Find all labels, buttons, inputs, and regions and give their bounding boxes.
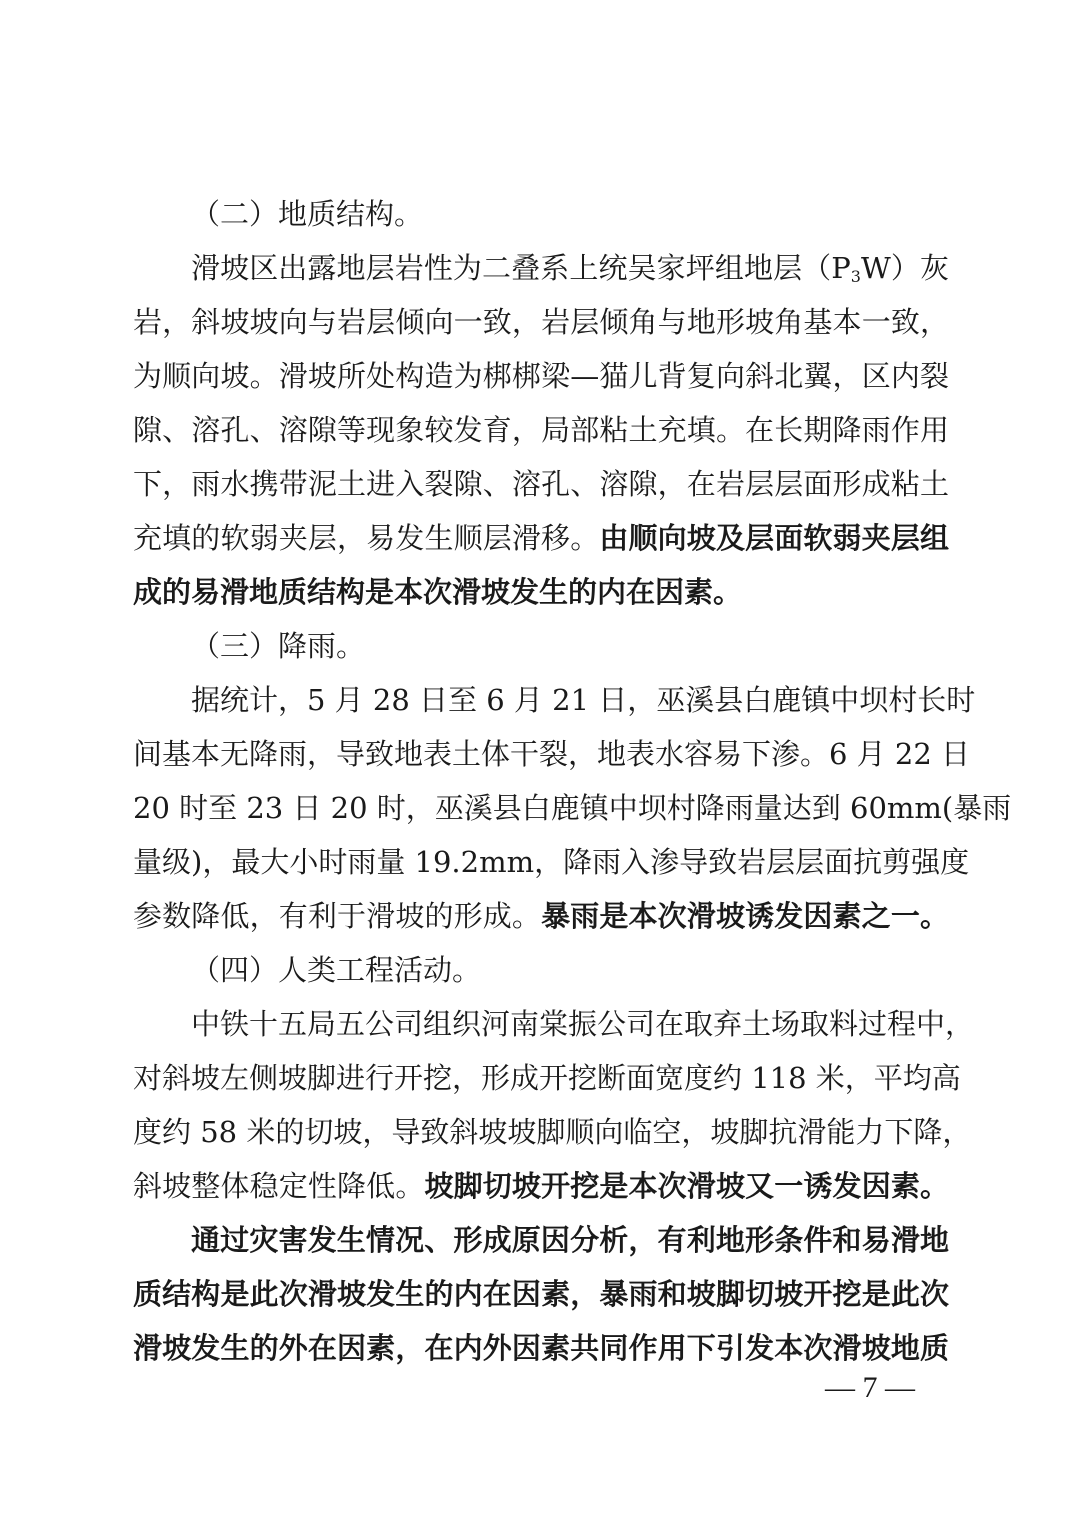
rain-line-5-text: 参数降低，有利于滑坡的形成。 [133, 899, 542, 933]
geology-conclusion-start: 由顺向坡及层面软弱夹层组 [599, 521, 949, 555]
human-line-4 [133, 1159, 949, 1213]
conclusion-line-3: 滑坡发生的外在因素，在内外因素共同作用下引发本次滑坡地质 [133, 1331, 949, 1365]
human-line-4-text: 斜坡整体稳定性降低。 [133, 1169, 425, 1203]
rain-line-4: 量级)，最大小时雨量 19.2mm，降雨入渗导致岩层层面抗剪强度 [133, 845, 970, 879]
rain-line-3: 20 时至 23 日 20 时，巫溪县白鹿镇中坝村降雨量达到 60mm(暴雨 [133, 791, 1012, 825]
geology-line-1-tail: W）灰 [860, 251, 949, 285]
conclusion-line-1: 通过灾害发生情况、形成原因分析，有利地形条件和易滑地 [191, 1223, 949, 1257]
rain-line-1: 据统计，5 月 28 日至 6 月 21 日，巫溪县白鹿镇中坝村长时 [191, 683, 976, 717]
human-conclusion: 坡脚切坡开挖是本次滑坡又一诱发因素。 [424, 1169, 949, 1203]
human-line-3: 度约 58 米的切坡，导致斜坡坡脚顺向临空，坡脚抗滑能力下降， [133, 1115, 972, 1149]
geology-line-6 [133, 511, 949, 565]
human-line-1: 中铁十五局五公司组织河南棠振公司在取弃土场取料过程中， [191, 1007, 975, 1041]
geology-line-5: 下，雨水携带泥土进入裂隙、溶孔、溶隙，在岩层层面形成粘土 [133, 467, 949, 501]
page-number: — 7 — [825, 1371, 915, 1404]
geology-line-1 [191, 241, 949, 295]
geology-line-3: 为顺向坡。滑坡所处构造为梆梆梁—猫儿背复向斜北翼，区内裂 [133, 359, 949, 393]
rain-line-2: 间基本无降雨，导致地表土体干裂，地表水容易下渗。6 月 22 日 [133, 737, 971, 771]
geology-line-6-text: 充填的软弱夹层，易发生顺层滑移。 [133, 521, 600, 555]
formation-subscript: 3 [850, 267, 861, 286]
geology-line-4: 隙、溶孔、溶隙等现象较发育，局部粘土充填。在长期降雨作用 [133, 413, 949, 447]
conclusion-line-2: 质结构是此次滑坡发生的内在因素，暴雨和坡脚切坡开挖是此次 [133, 1277, 949, 1311]
geology-conclusion-end: 成的易滑地质结构是本次滑坡发生的内在因素。 [133, 575, 743, 609]
section-heading-geology: （二）地质结构。 [191, 197, 424, 231]
rain-conclusion: 暴雨是本次滑坡诱发因素之一。 [541, 899, 949, 933]
geology-line-2: 岩，斜坡坡向与岩层倾向一致，岩层倾角与地形坡角基本一致， [133, 305, 949, 339]
rain-line-5 [133, 889, 949, 943]
section-heading-rain: （三）降雨。 [191, 629, 366, 663]
human-line-2: 对斜坡左侧坡脚进行开挖，形成开挖断面宽度约 118 米，平均高 [133, 1061, 961, 1095]
geology-line-1-text: 滑坡区出露地层岩性为二叠系上统吴家坪组地层（P [191, 251, 851, 285]
section-heading-human: （四）人类工程活动。 [191, 953, 482, 987]
